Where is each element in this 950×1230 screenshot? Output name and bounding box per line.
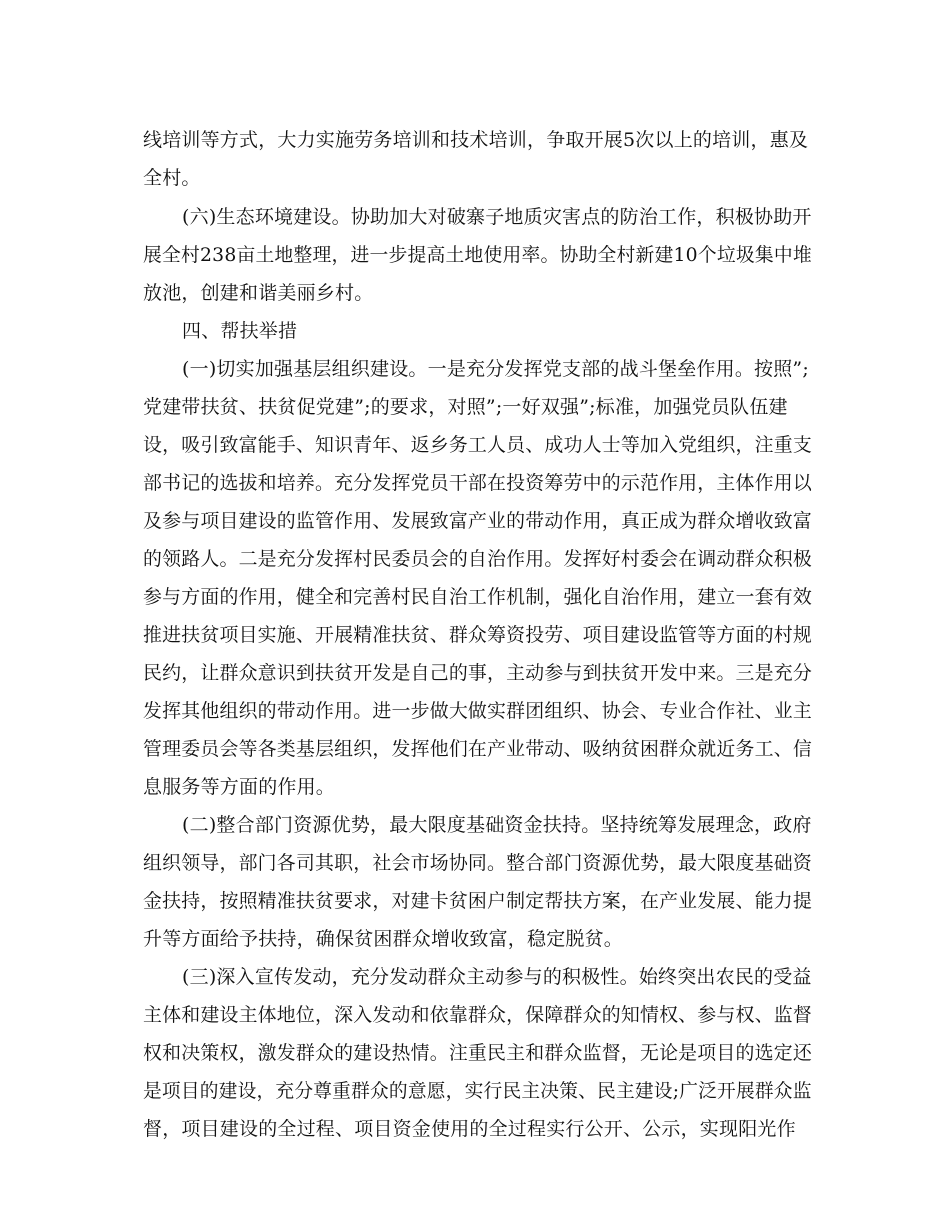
paragraph-start-line: (六)生态环境建设。协助加大对破寨子地质灾害点的防治工作，积极协助开 [182, 206, 812, 228]
text-line: 金扶持，按照精准扶贫要求，对建卡贫困户制定帮扶方案，在产业发展、能力提 [143, 890, 812, 912]
text-line: 息服务等方面的作用。 [143, 776, 336, 798]
text-line: 推进扶贫项目实施、开展精准扶贫、群众筹资投劳、项目建设监管等方面的村规 [143, 624, 812, 646]
text-line: 参与方面的作用，健全和完善村民自治工作机制，强化自治作用，建立一套有效 [143, 586, 812, 608]
text-line: 主体和建设主体地位，深入发动和依靠群众，保障群众的知情权、参与权、监督 [143, 1004, 812, 1026]
text-line: 线培训等方式，大力实施劳务培训和技术培训，争取开展5次以上的培训，惠及 [143, 129, 809, 151]
text-line: 是项目的建设，充分尊重群众的意愿，实行民主决策、民主建设;广泛开展群众监 [143, 1080, 812, 1102]
text-line: 组织领导，部门各司其职，社会市场协同。整合部门资源优势，最大限度基础资 [143, 852, 812, 874]
text-line: 设，吸引致富能手、知识青年、返乡务工人员、成功人士等加入党组织，注重支 [143, 434, 812, 456]
paragraph-start-line: (二)整合部门资源优势，最大限度基础资金扶持。坚持统筹发展理念，政府 [182, 814, 812, 836]
text-line: 展全村238亩土地整理，进一步提高土地使用率。协助全村新建10个垃圾集中堆 [143, 244, 812, 266]
text-line: 管理委员会等各类基层组织，发挥他们在产业带动、吸纳贫困群众就近务工、信 [143, 738, 812, 760]
text-line: 部书记的选拔和培养。充分发挥党员干部在投资筹劳中的示范作用，主体作用以 [143, 472, 812, 494]
text-line: 升等方面给予扶持，确保贫困群众增收致富，稳定脱贫。 [143, 928, 624, 950]
text-line: 全村。 [143, 167, 201, 189]
text-line: 督，项目建设的全过程、项目资金使用的全过程实行公开、公示，实现阳光作 [143, 1118, 796, 1140]
text-line: 发挥其他组织的带动作用。进一步做大做实群团组织、协会、专业合作社、业主 [143, 700, 812, 722]
paragraph-start-line: (一)切实加强基层组织建设。一是充分发挥党支部的战斗堡垒作用。按照”; [182, 358, 809, 380]
text-line: 权和决策权，激发群众的建设热情。注重民主和群众监督，无论是项目的选定还 [143, 1042, 812, 1064]
text-line: 党建带扶贫、扶贫促党建”;的要求，对照”;一好双强”;标准，加强党员队伍建 [143, 396, 788, 418]
paragraph-start-line: (三)深入宣传发动，充分发动群众主动参与的积极性。始终突出农民的受益 [182, 966, 812, 988]
section-heading: 四、帮扶举措 [182, 320, 298, 342]
text-line: 及参与项目建设的监管作用、发展致富产业的带动作用，真正成为群众增收致富 [143, 510, 812, 532]
text-line: 的领路人。二是充分发挥村民委员会的自治作用。发挥好村委会在调动群众积极 [143, 548, 812, 570]
text-line: 放池，创建和谐美丽乡村。 [143, 282, 374, 304]
text-line: 民约，让群众意识到扶贫开发是自己的事，主动参与到扶贫开发中来。三是充分 [143, 662, 812, 684]
